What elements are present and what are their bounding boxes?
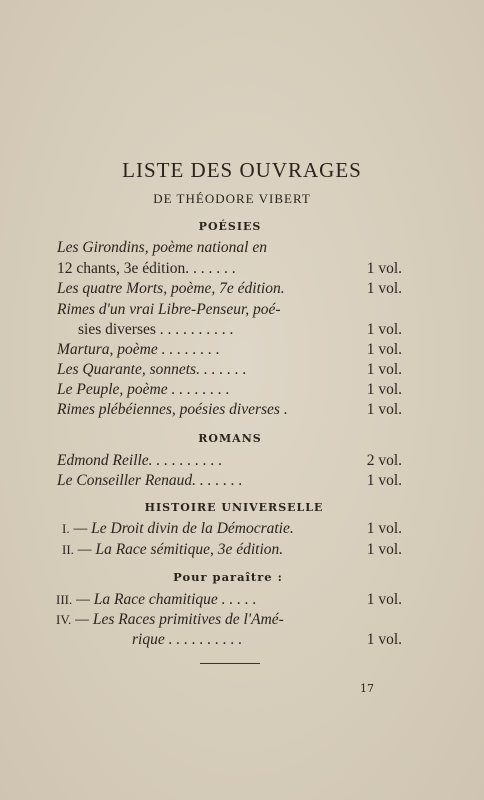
roman-numeral: III. bbox=[56, 592, 73, 607]
list-item bbox=[57, 300, 402, 320]
section-histoire: HISTOIRE UNIVERSELLE bbox=[144, 501, 324, 514]
volume-count: 1 vol. bbox=[366, 341, 402, 358]
entry-text: 12 chants, 3e édition. . . . . . . bbox=[57, 260, 236, 277]
volume-count: 1 vol. bbox=[366, 361, 402, 378]
roman-numeral: II. bbox=[62, 542, 74, 557]
list-item bbox=[56, 610, 402, 630]
list-item bbox=[57, 279, 402, 299]
list-item bbox=[57, 238, 402, 258]
entry-title: — La Race chamitique . . . . . bbox=[72, 591, 257, 608]
volume-count: 1 vol. bbox=[366, 591, 402, 608]
entry-text: Rimes plébéiennes, poésies diverses . bbox=[57, 401, 288, 418]
list-item bbox=[57, 259, 402, 279]
author-line: DE THÉODORE VIBERT bbox=[153, 191, 311, 206]
entry-text: Les Girondins, poème national en bbox=[57, 239, 267, 256]
entry-text: sies diverses . . . . . . . . . . bbox=[78, 321, 234, 338]
volume-count: 1 vol. bbox=[366, 401, 402, 418]
list-item bbox=[57, 471, 402, 491]
entry-text: Les quatre Morts, poème, 7e édition. bbox=[57, 280, 285, 297]
entry-text bbox=[56, 610, 284, 630]
list-item bbox=[57, 380, 402, 400]
volume-count: 2 vol. bbox=[366, 452, 402, 469]
roman-numeral: I. bbox=[62, 521, 70, 536]
list-item bbox=[57, 451, 402, 471]
list-item bbox=[62, 540, 402, 560]
list-item bbox=[57, 340, 402, 360]
list-item bbox=[62, 519, 402, 539]
entry-text: Edmond Reille. . . . . . . . . . bbox=[57, 452, 223, 469]
list-item bbox=[56, 590, 402, 610]
section-poesies: POÉSIES bbox=[198, 220, 262, 233]
volume-count: 1 vol. bbox=[366, 541, 402, 558]
volume-count: 1 vol. bbox=[366, 631, 402, 648]
list-item bbox=[57, 360, 402, 380]
divider-rule bbox=[200, 663, 260, 664]
list-item bbox=[132, 630, 402, 650]
page-title: LISTE DES OUVRAGES bbox=[122, 158, 362, 182]
list-item bbox=[57, 400, 402, 420]
volume-count: 1 vol. bbox=[366, 321, 402, 338]
entry-text: Rimes d'un vrai Libre-Penseur, poé- bbox=[57, 301, 281, 318]
entry-text: rique . . . . . . . . . . bbox=[132, 631, 243, 648]
entry-text bbox=[62, 519, 294, 539]
volume-count: 1 vol. bbox=[366, 520, 402, 537]
entry-text: Martura, poème . . . . . . . . bbox=[57, 341, 220, 358]
volume-count: 1 vol. bbox=[366, 472, 402, 489]
entry-title: — Les Races primitives de l'Amé- bbox=[71, 611, 284, 628]
list-item bbox=[78, 320, 402, 340]
volume-count: 1 vol. bbox=[366, 381, 402, 398]
entry-title: — Le Droit divin de la Démocratie. bbox=[69, 520, 294, 537]
entry-text: Les Quarante, sonnets. . . . . . . bbox=[57, 361, 247, 378]
section-romans: ROMANS bbox=[198, 432, 262, 445]
volume-count: 1 vol. bbox=[366, 280, 402, 297]
roman-numeral: IV. bbox=[56, 612, 72, 627]
entry-text bbox=[62, 540, 283, 560]
section-pour-paraitre: Pour paraître : bbox=[173, 570, 283, 584]
entry-title: — La Race sémitique, 3e édition. bbox=[73, 541, 284, 558]
entry-text bbox=[56, 590, 257, 610]
page-number: 17 bbox=[360, 682, 374, 695]
volume-count: 1 vol. bbox=[366, 260, 402, 277]
entry-text: Le Peuple, poème . . . . . . . . bbox=[57, 381, 230, 398]
entry-text: Le Conseiller Renaud. . . . . . . bbox=[57, 472, 243, 489]
